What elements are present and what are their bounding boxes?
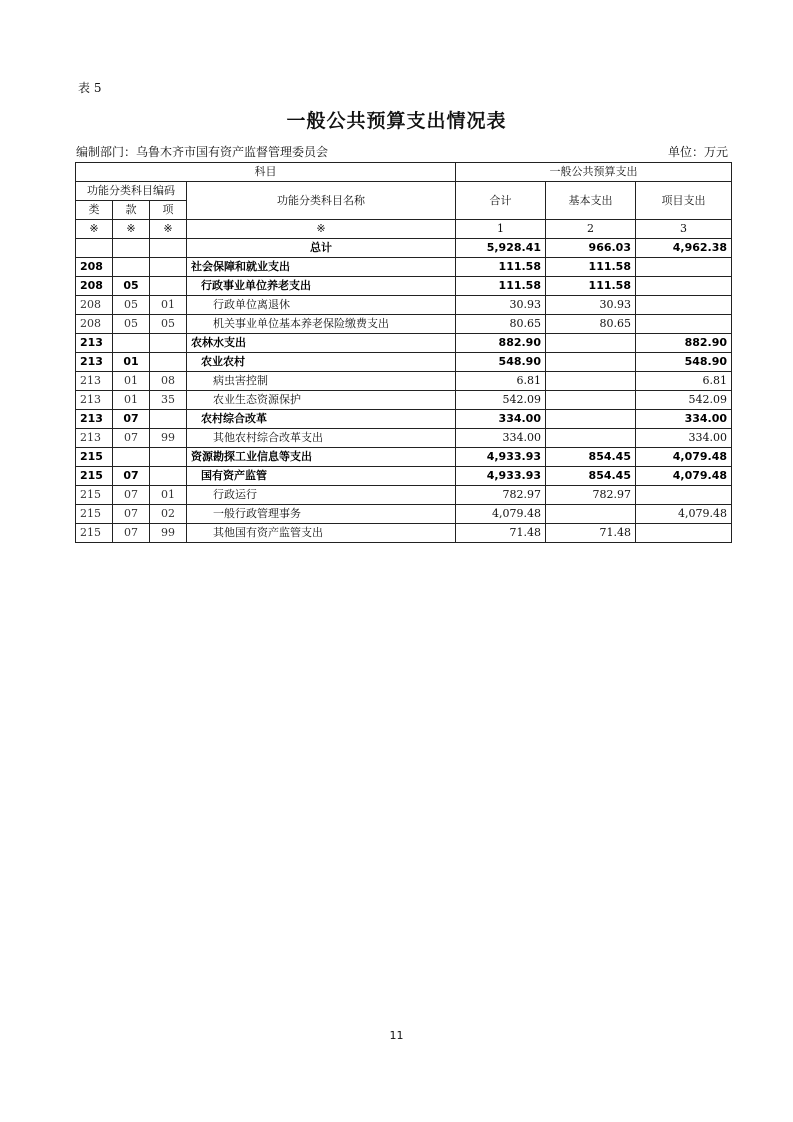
- amount-total: 80.65: [456, 315, 546, 334]
- amount-basic: [546, 372, 636, 391]
- amount-total: 542.09: [456, 391, 546, 410]
- amount-total: 111.58: [456, 277, 546, 296]
- amount-basic: [546, 505, 636, 524]
- code-xiang: [150, 410, 187, 429]
- code-lei: 215: [76, 505, 113, 524]
- code-kuan: 07: [113, 410, 150, 429]
- code-kuan: [113, 334, 150, 353]
- table-row: [76, 334, 732, 353]
- subject-name: 机关事业单位基本养老保险缴费支出: [187, 315, 456, 334]
- code-kuan: 01: [113, 372, 150, 391]
- total-row: [76, 239, 732, 258]
- amount-total: 71.48: [456, 524, 546, 543]
- subject-name: 行政事业单位养老支出: [187, 277, 456, 296]
- code-lei: 208: [76, 258, 113, 277]
- page-number: 11: [389, 1029, 404, 1042]
- amount-total: 30.93: [456, 296, 546, 315]
- header-subject: 科目: [76, 163, 456, 182]
- table-row: [76, 505, 732, 524]
- table-row: [76, 410, 732, 429]
- amount-project: [636, 258, 732, 277]
- total-sum: 5,928.41: [456, 239, 546, 258]
- subject-name: 其他农村综合改革支出: [187, 429, 456, 448]
- amount-total: 4,933.93: [456, 467, 546, 486]
- table-row: [76, 315, 732, 334]
- subject-name: 农业农村: [187, 353, 456, 372]
- code-kuan: [113, 448, 150, 467]
- code-kuan: 05: [113, 277, 150, 296]
- subject-name: 社会保障和就业支出: [187, 258, 456, 277]
- code-kuan: 07: [113, 524, 150, 543]
- subject-name: 农业生态资源保护: [187, 391, 456, 410]
- code-lei: 208: [76, 315, 113, 334]
- code-xiang: 99: [150, 429, 187, 448]
- code-kuan: 07: [113, 429, 150, 448]
- header-row-1: [76, 163, 732, 182]
- amount-basic: 111.58: [546, 258, 636, 277]
- code-lei: 213: [76, 410, 113, 429]
- amount-basic: [546, 334, 636, 353]
- amount-basic: 30.93: [546, 296, 636, 315]
- code-lei: 215: [76, 448, 113, 467]
- mark-name: ※: [187, 220, 456, 239]
- amount-total: 334.00: [456, 429, 546, 448]
- code-xiang: 35: [150, 391, 187, 410]
- code-kuan: 01: [113, 391, 150, 410]
- code-xiang: 01: [150, 296, 187, 315]
- col-num-project: 3: [636, 220, 732, 239]
- header-row-2: [76, 182, 732, 201]
- code-xiang: 08: [150, 372, 187, 391]
- subject-name: 其他国有资产监管支出: [187, 524, 456, 543]
- header-budget-group: 一般公共预算支出: [456, 163, 732, 182]
- table-row: [76, 277, 732, 296]
- amount-basic: 854.45: [546, 448, 636, 467]
- table-row: [76, 258, 732, 277]
- table-number: 表 5: [78, 81, 102, 95]
- page-title: 一般公共预算支出情况表: [286, 110, 507, 132]
- amount-total: 4,933.93: [456, 448, 546, 467]
- code-kuan: 05: [113, 296, 150, 315]
- amount-project: [636, 277, 732, 296]
- amount-total: 548.90: [456, 353, 546, 372]
- header-name: 功能分类科目名称: [187, 182, 456, 220]
- table-row: [76, 353, 732, 372]
- amount-project: 4,079.48: [636, 448, 732, 467]
- amount-project: 4,079.48: [636, 467, 732, 486]
- code-kuan: 07: [113, 486, 150, 505]
- code-lei: 213: [76, 372, 113, 391]
- subject-name: 农村综合改革: [187, 410, 456, 429]
- code-xiang: 01: [150, 486, 187, 505]
- table-row: [76, 486, 732, 505]
- amount-total: 334.00: [456, 410, 546, 429]
- table-row: [76, 296, 732, 315]
- subject-name: 国有资产监管: [187, 467, 456, 486]
- code-lei: 215: [76, 467, 113, 486]
- mark-kuan: ※: [113, 220, 150, 239]
- amount-basic: [546, 429, 636, 448]
- code-xiang: [150, 467, 187, 486]
- code-kuan: 05: [113, 315, 150, 334]
- amount-total: 882.90: [456, 334, 546, 353]
- code-xiang: [150, 277, 187, 296]
- code-kuan: 01: [113, 353, 150, 372]
- amount-project: [636, 296, 732, 315]
- amount-project: [636, 315, 732, 334]
- amount-total: 6.81: [456, 372, 546, 391]
- amount-basic: 854.45: [546, 467, 636, 486]
- code-lei: 208: [76, 277, 113, 296]
- amount-basic: [546, 353, 636, 372]
- code-xiang: [150, 353, 187, 372]
- total-label: 总计: [187, 239, 456, 258]
- header-xiang: 项: [150, 201, 187, 220]
- subject-name: 一般行政管理事务: [187, 505, 456, 524]
- code-lei: 208: [76, 296, 113, 315]
- total-project: 4,962.38: [636, 239, 732, 258]
- code-lei: 213: [76, 429, 113, 448]
- amount-project: 542.09: [636, 391, 732, 410]
- amount-total: 4,079.48: [456, 505, 546, 524]
- code-kuan: 07: [113, 467, 150, 486]
- meta-line: [76, 143, 728, 160]
- col-num-basic: 2: [546, 220, 636, 239]
- subject-name: 行政单位离退休: [187, 296, 456, 315]
- amount-project: 334.00: [636, 410, 732, 429]
- amount-project: 548.90: [636, 353, 732, 372]
- amount-basic: 782.97: [546, 486, 636, 505]
- amount-basic: 111.58: [546, 277, 636, 296]
- amount-basic: 80.65: [546, 315, 636, 334]
- amount-project: [636, 486, 732, 505]
- code-xiang: 99: [150, 524, 187, 543]
- header-total: 合计: [456, 182, 546, 220]
- amount-basic: [546, 391, 636, 410]
- mark-xiang: ※: [150, 220, 187, 239]
- table-row: [76, 391, 732, 410]
- code-xiang: [150, 448, 187, 467]
- amount-basic: 71.48: [546, 524, 636, 543]
- code-lei: 213: [76, 334, 113, 353]
- col-num-total: 1: [456, 220, 546, 239]
- amount-basic: [546, 410, 636, 429]
- table-row: [76, 429, 732, 448]
- code-lei: 215: [76, 486, 113, 505]
- header-row-marks: [76, 220, 732, 239]
- header-project: 项目支出: [636, 182, 732, 220]
- unit-label: 单位：万元: [667, 145, 728, 159]
- code-kuan: [113, 258, 150, 277]
- subject-name: 资源勘探工业信息等支出: [187, 448, 456, 467]
- table-row: [76, 524, 732, 543]
- code-lei: 215: [76, 524, 113, 543]
- code-xiang: [150, 258, 187, 277]
- header-kuan: 款: [113, 201, 150, 220]
- header-basic: 基本支出: [546, 182, 636, 220]
- subject-name: 农林水支出: [187, 334, 456, 353]
- table-row: [76, 372, 732, 391]
- department-label: 编制部门：乌鲁木齐市国有资产监督管理委员会: [76, 145, 329, 159]
- total-basic: 966.03: [546, 239, 636, 258]
- amount-project: [636, 524, 732, 543]
- code-xiang: 02: [150, 505, 187, 524]
- amount-total: 111.58: [456, 258, 546, 277]
- code-xiang: 05: [150, 315, 187, 334]
- code-lei: 213: [76, 391, 113, 410]
- mark-lei: ※: [76, 220, 113, 239]
- header-code-group: 功能分类科目编码: [76, 182, 187, 201]
- subject-name: 病虫害控制: [187, 372, 456, 391]
- amount-project: 334.00: [636, 429, 732, 448]
- code-kuan: 07: [113, 505, 150, 524]
- amount-project: 4,079.48: [636, 505, 732, 524]
- table-row: [76, 467, 732, 486]
- code-xiang: [150, 334, 187, 353]
- header-lei: 类: [76, 201, 113, 220]
- amount-project: 6.81: [636, 372, 732, 391]
- table-row: [76, 448, 732, 467]
- code-lei: 213: [76, 353, 113, 372]
- subject-name: 行政运行: [187, 486, 456, 505]
- budget-table: [75, 162, 732, 543]
- amount-total: 782.97: [456, 486, 546, 505]
- amount-project: 882.90: [636, 334, 732, 353]
